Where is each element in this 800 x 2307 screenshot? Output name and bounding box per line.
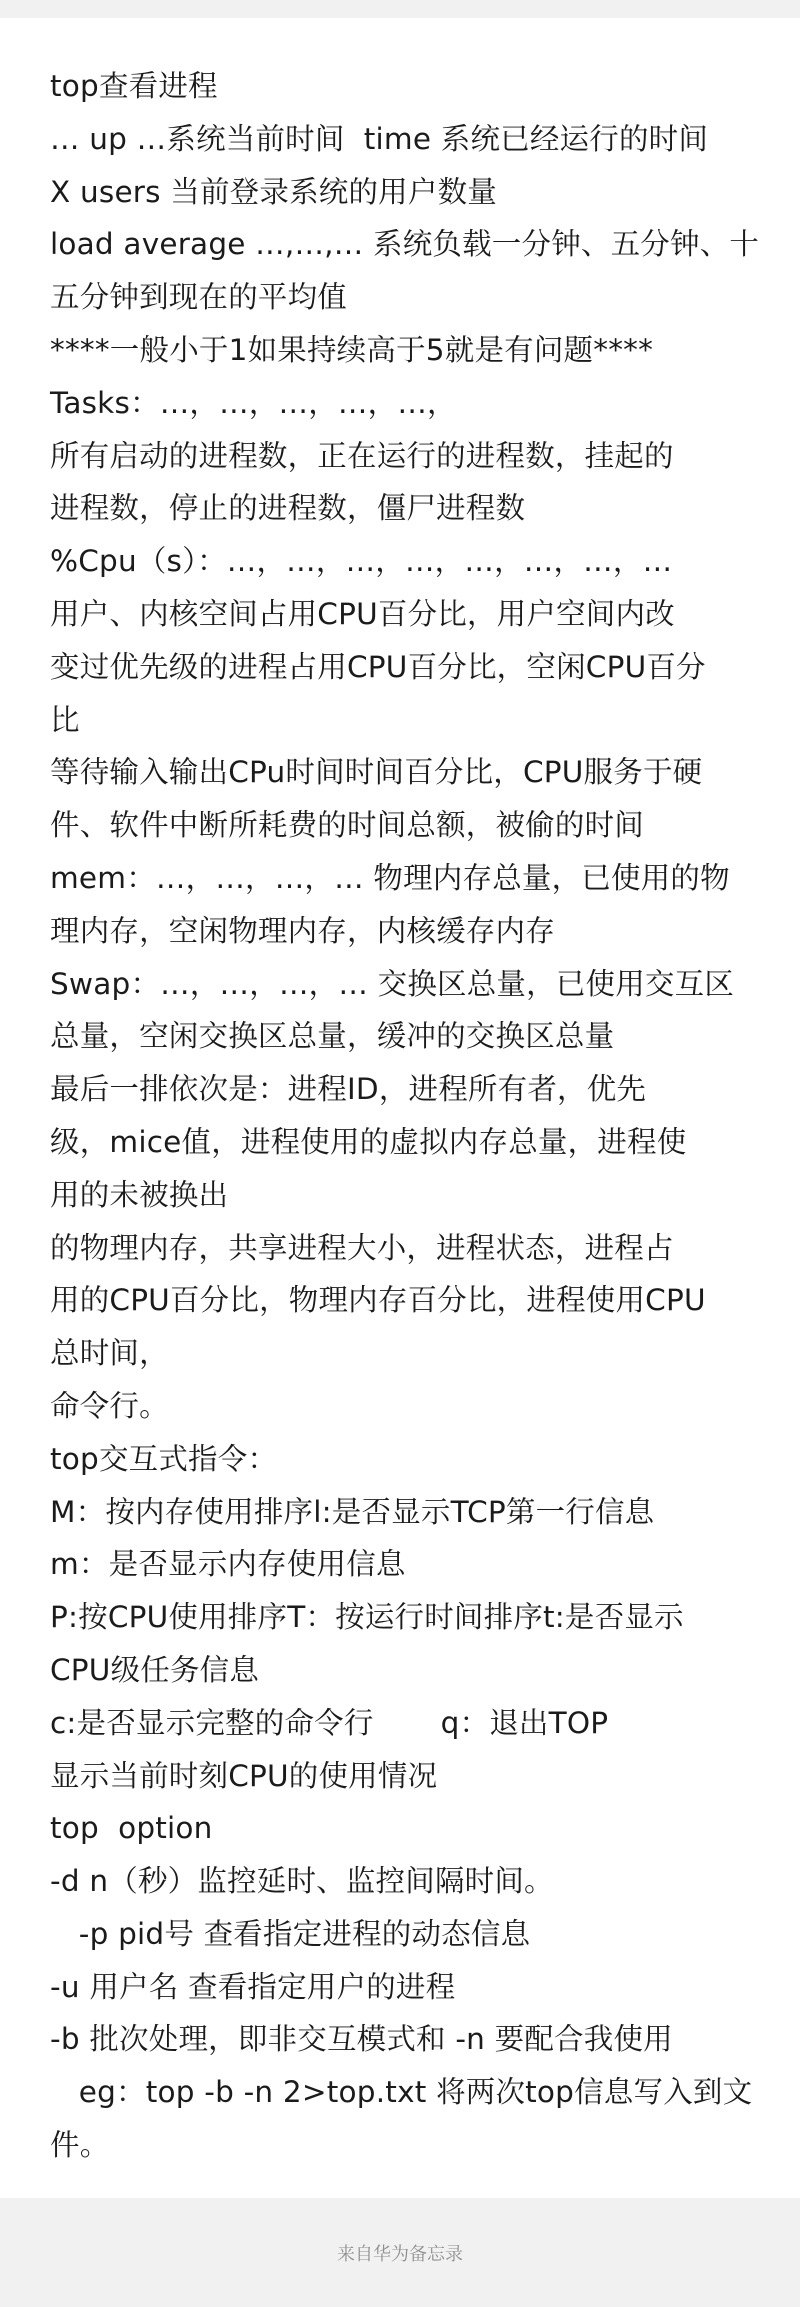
note-line: 用户、内核空间占用CPU百分比，用户空间内改 [50,596,675,631]
note-line: 最后一排依次是：进程ID，进程所有者，优先 [50,1072,647,1107]
note-line: 五分钟到现在的平均值 [50,280,348,315]
note-line: 件。 [50,2128,110,2163]
note-line: 总时间， [50,1336,169,1371]
note-line: 总量，空闲交换区总量，缓冲的交换区总量 [50,1019,615,1054]
note-line: X users 当前登录系统的用户数量 [50,174,497,209]
note-line: … up …系统当前时间 time 系统已经运行的时间 [50,121,709,156]
note-line: mem：…，…，…，… 物理内存总量，已使用的物 [50,860,730,895]
note-line: 进程数，停止的进程数，僵尸进程数 [50,491,526,526]
note-line: -d n（秒）监控延时、监控间隔时间。 [50,1864,554,1899]
note-line: 等待输入输出CPu时间时间百分比，CPU服务于硬 [50,755,703,790]
note-line: top查看进程 [50,69,218,103]
note-line: 级，mice值，进程使用的虚拟内存总量，进程使 [50,1124,687,1159]
note-body[interactable] [50,60,762,2172]
note-line: 命令行。 [50,1388,169,1423]
note-line: eg：top -b -n 2>top.txt 将两次top信息写入到文 [50,2075,753,2110]
note-line: -u 用户名 查看指定用户的进程 [50,1969,456,2004]
footer [0,2198,800,2307]
note-line: -b 批次处理，即非交互模式和 -n 要配合我使用 [50,2022,673,2057]
note-line: 用的未被换出 [50,1177,229,1212]
note-line: top交互式指令： [50,1441,278,1476]
note-line: Swap：…，…，…，… 交换区总量，已使用交互区 [50,966,735,1001]
note-line: 显示当前时刻CPU的使用情况 [50,1758,438,1793]
note-line: 理内存，空闲物理内存，内核缓存内存 [50,913,555,948]
note-line: 件、软件中断所耗费的时间总额，被偷的时间 [50,808,645,843]
note-line: load average …,…,… 系统负载一分钟、五分钟、十 [50,227,760,262]
note-line: 比 [50,702,80,737]
note-line: -p pid号 查看指定进程的动态信息 [50,1916,531,1951]
note-line: M：按内存使用排序l:是否显示TCP第一行信息 [50,1494,655,1529]
note-line: Tasks：…，…，…，…，…， [50,385,457,420]
note-card [0,18,800,2198]
source-label: 来自华为备忘录 [337,2243,463,2265]
note-line: ****一般小于1如果持续高于5就是有问题**** [50,332,654,367]
note-line: c:是否显示完整的命令行 q：退出TOP [50,1705,609,1740]
note-line: 用的CPU百分比，物理内存百分比，进程使用CPU [50,1283,706,1318]
note-line: CPU级任务信息 [50,1652,260,1687]
note-line: top option [50,1811,213,1846]
note-line: m：是否显示内存使用信息 [50,1547,406,1582]
note-line: 变过优先级的进程占用CPU百分比，空闲CPU百分 [50,649,706,684]
note-line: P:按CPU使用排序T：按运行时间排序t:是否显示 [50,1600,684,1635]
note-line: %Cpu（s）：…，…，…，…，…，…，…，… [50,544,673,579]
note-line: 的物理内存，共享进程大小，进程状态，进程占 [50,1230,674,1265]
note-line: 所有启动的进程数，正在运行的进程数，挂起的 [50,438,674,473]
